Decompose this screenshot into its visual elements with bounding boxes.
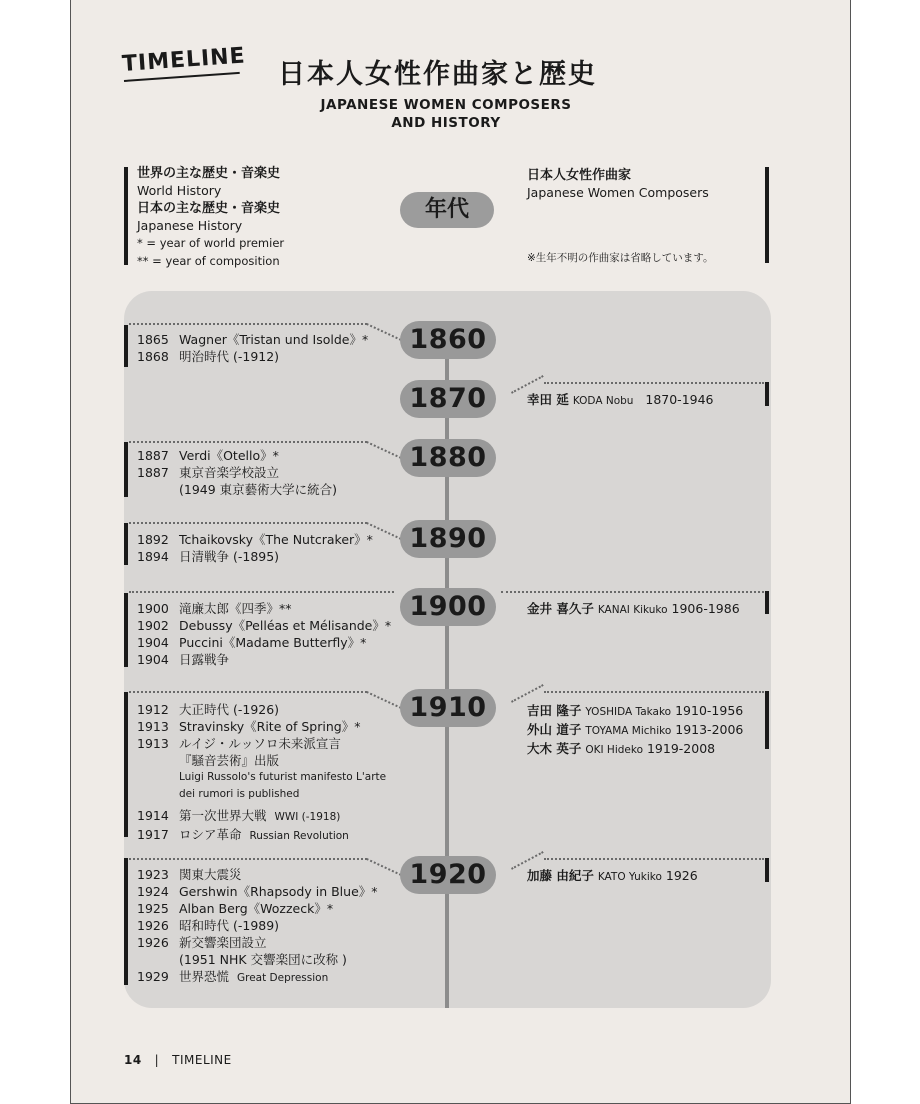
decade-pill-1870: 1870 bbox=[400, 380, 496, 418]
list-item: 1894 日清戦争 (-1895) bbox=[137, 549, 280, 564]
events-1910 bbox=[137, 701, 386, 845]
list-item: 1913 ルイジ・ルッソロ未来派宣言 bbox=[137, 736, 341, 751]
connector bbox=[501, 591, 764, 593]
list-item: 加藤 由紀子 KATO Yukiko 1926 bbox=[527, 868, 698, 883]
composer-bar bbox=[765, 691, 769, 749]
connector bbox=[129, 522, 367, 524]
event-bar bbox=[124, 523, 128, 565]
list-item: 1904 日露戦争 bbox=[137, 652, 230, 667]
footer-section: TIMELINE bbox=[172, 1053, 232, 1067]
list-item: 1913 Stravinsky《Rite of Spring》* bbox=[137, 719, 361, 734]
connector bbox=[544, 691, 764, 693]
list-item: 1887 Verdi《Otello》* bbox=[137, 448, 279, 463]
list-item: 1924 Gershwin《Rhapsody in Blue》* bbox=[137, 884, 378, 899]
list-item: 1868 明治時代 (-1912) bbox=[137, 349, 280, 364]
list-item: 金井 喜久子 KANAI Kikuko 1906-1986 bbox=[527, 601, 740, 616]
event-bar bbox=[124, 442, 128, 497]
event-bar bbox=[124, 692, 128, 837]
connector bbox=[129, 591, 394, 593]
events-1920 bbox=[137, 866, 378, 987]
composers-1870 bbox=[527, 391, 714, 410]
legend-right-bar bbox=[765, 167, 769, 263]
event-note: dei rumori is published bbox=[179, 788, 300, 800]
legend-left bbox=[137, 164, 284, 270]
list-item: 1904 Puccini《Madame Butterfly》* bbox=[137, 635, 367, 650]
legend-composers-jp: 日本人女性作曲家 bbox=[527, 168, 632, 183]
list-item: (1949 東京藝術大学に統合) bbox=[179, 482, 338, 497]
composer-bar bbox=[765, 858, 769, 882]
list-item: 幸田 延 KODA Nobu 1870-1946 bbox=[527, 392, 714, 407]
legend-left-bar bbox=[124, 167, 128, 265]
decade-pill-1860: 1860 bbox=[400, 321, 496, 359]
events-1900 bbox=[137, 600, 391, 668]
list-item: 1912 大正時代 (-1926) bbox=[137, 702, 280, 717]
list-item: 1892 Tchaikovsky《The Nutcraker》* bbox=[137, 532, 373, 547]
events-1860 bbox=[137, 331, 368, 365]
decade-pill-1880: 1880 bbox=[400, 439, 496, 477]
page bbox=[70, 0, 851, 1104]
list-item: 1923 関東大震災 bbox=[137, 867, 242, 882]
connector bbox=[129, 691, 367, 693]
list-item: 1926 昭和時代 (-1989) bbox=[137, 918, 280, 933]
list-item: 1925 Alban Berg《Wozzeck》* bbox=[137, 901, 334, 916]
events-1890 bbox=[137, 531, 373, 565]
list-item: (1951 NHK 交響楽団に改称 ) bbox=[179, 952, 347, 967]
legend-world-en: World History bbox=[137, 183, 222, 198]
list-item: 1914 第一次世界大戦 WWI (-1918) bbox=[137, 808, 341, 823]
connector bbox=[544, 382, 764, 384]
list-item: 外山 道子 TOYAMA Michiko 1913-2006 bbox=[527, 722, 744, 737]
composers-1900 bbox=[527, 600, 740, 619]
decade-pill-1910: 1910 bbox=[400, 689, 496, 727]
legend-note-premier: * = year of world premier bbox=[137, 236, 285, 250]
legend-right bbox=[527, 166, 709, 201]
page-title-en: JAPANESE WOMEN COMPOSERS AND HISTORY bbox=[320, 97, 572, 131]
list-item: 大木 英子 OKI Hideko 1919-2008 bbox=[527, 741, 716, 756]
composers-1920 bbox=[527, 867, 698, 886]
event-note: Luigi Russolo's futurist manifesto L'arte bbox=[179, 771, 387, 783]
decade-pill-1920: 1920 bbox=[400, 856, 496, 894]
legend-japan-en: Japanese History bbox=[137, 218, 243, 233]
page-title-jp: 日本人女性作曲家と歴史 bbox=[278, 59, 597, 90]
legend-note-composition: ** = year of composition bbox=[137, 254, 280, 268]
decade-pill-1900: 1900 bbox=[400, 588, 496, 626]
connector bbox=[129, 323, 367, 325]
list-item: 1900 滝廉太郎《四季》** bbox=[137, 601, 292, 616]
timeline-logo: TIMELINE bbox=[121, 43, 247, 77]
list-item: 1926 新交響楽団設立 bbox=[137, 935, 267, 950]
list-item: 1865 Wagner《Tristan und Isolde》* bbox=[137, 332, 369, 347]
composers-1910 bbox=[527, 702, 743, 759]
events-1880 bbox=[137, 447, 337, 498]
legend-composers-en: Japanese Women Composers bbox=[527, 185, 709, 200]
connector bbox=[544, 858, 764, 860]
list-item: 1929 世界恐慌 Great Depression bbox=[137, 969, 329, 984]
legend-world-jp: 世界の主な歴史・音楽史 bbox=[137, 166, 281, 181]
list-item: 吉田 隆子 YOSHIDA Takako 1910-1956 bbox=[527, 703, 744, 718]
era-label-pill: 年代 bbox=[400, 192, 494, 228]
list-item: 『騒音芸術』出版 bbox=[179, 753, 280, 768]
footer-separator: | bbox=[154, 1053, 160, 1067]
decade-pill-1890: 1890 bbox=[400, 520, 496, 558]
list-item: 1917 ロシア革命 Russian Revolution bbox=[137, 827, 349, 842]
composer-bar bbox=[765, 591, 769, 614]
page-footer bbox=[124, 1053, 232, 1067]
legend-japan-jp: 日本の主な歴史・音楽史 bbox=[137, 201, 281, 216]
composer-bar bbox=[765, 382, 769, 406]
list-item: 1902 Debussy《Pelléas et Mélisande》* bbox=[137, 618, 392, 633]
connector bbox=[129, 441, 367, 443]
page-number: 14 bbox=[124, 1053, 142, 1067]
list-item: 1887 東京音楽学校設立 bbox=[137, 465, 280, 480]
legend-omission-note: ※生年不明の作曲家は省略しています。 bbox=[527, 252, 714, 264]
connector bbox=[129, 858, 367, 860]
event-bar bbox=[124, 593, 128, 667]
event-bar bbox=[124, 858, 128, 985]
event-bar bbox=[124, 325, 128, 367]
